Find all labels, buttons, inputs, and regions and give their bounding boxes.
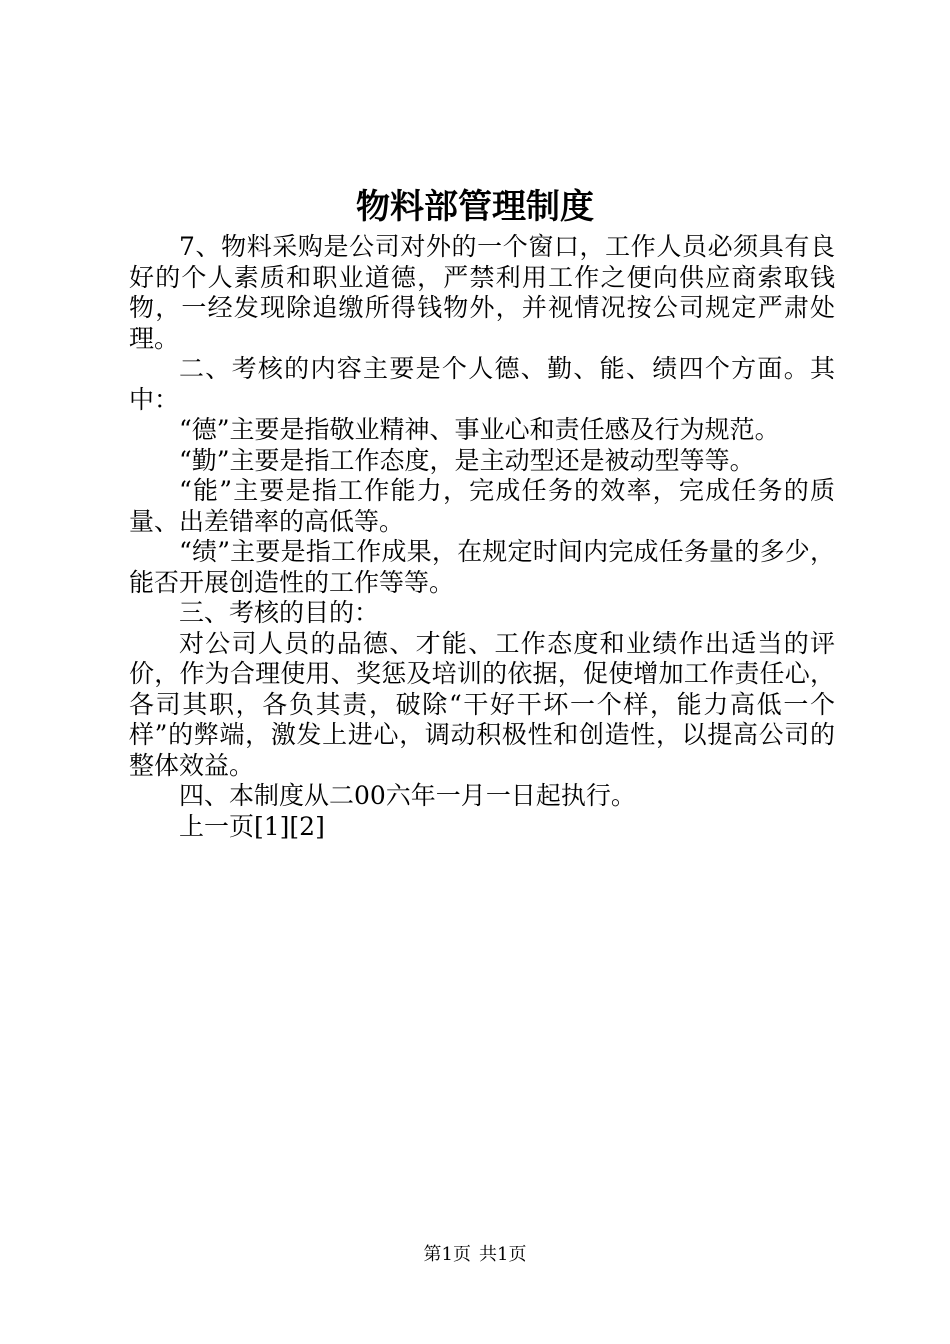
paragraph-virtue: “德”主要是指敬业精神、事业心和责任感及行为规范。 (179, 415, 780, 444)
page-number-total: 共1页 (479, 1244, 527, 1265)
paragraph-procurement-ethics: 7、物料采购是公司对外的一个窗口，工作人员必须具有良好的个人素质和职业道德，严禁利用工作之便向供应商索取钱物，一经发现除追缴所得钱物外，并视情况按公司规定严肃处理。 (129, 232, 835, 353)
page-number-current: 第1页 (423, 1244, 471, 1265)
paragraph-assessment-purpose: 对公司人员的品德、才能、工作态度和业绩作出适当的评价，作为合理使用、奖惩及培训的依据，促使增加工作责任心，各司其职，各负其责，破除“干好干坏一个样，能力高低一个样”的弊端，激发上进心，调动积极性和创造性，以提高公司的整体效益。 (129, 628, 835, 780)
paragraph-diligence: “勤”主要是指工作态度，是主动型还是被动型等等。 (179, 445, 755, 475)
document-title: 物料部管理制度 (356, 187, 594, 227)
paragraph-ability: “能”主要是指工作能力，完成任务的效率，完成任务的质量、出差错率的高低等。 (129, 476, 835, 536)
document-body (129, 232, 835, 842)
paragraph-pagination-links: 上一页[1][2] (179, 811, 325, 841)
paragraph-assessment-content: 二、考核的内容主要是个人德、勤、能、绩四个方面。其中： (129, 354, 835, 414)
paragraph-effective-date: 四、本制度从二00六年一月一日起执行。 (179, 781, 636, 810)
paragraph-assessment-purpose-heading: 三、考核的目的： (179, 598, 380, 627)
page-footer (0, 1240, 950, 1270)
paragraph-performance: “绩”主要是指工作成果，在规定时间内完成任务量的多少，能否开展创造性的工作等等。 (129, 537, 835, 597)
